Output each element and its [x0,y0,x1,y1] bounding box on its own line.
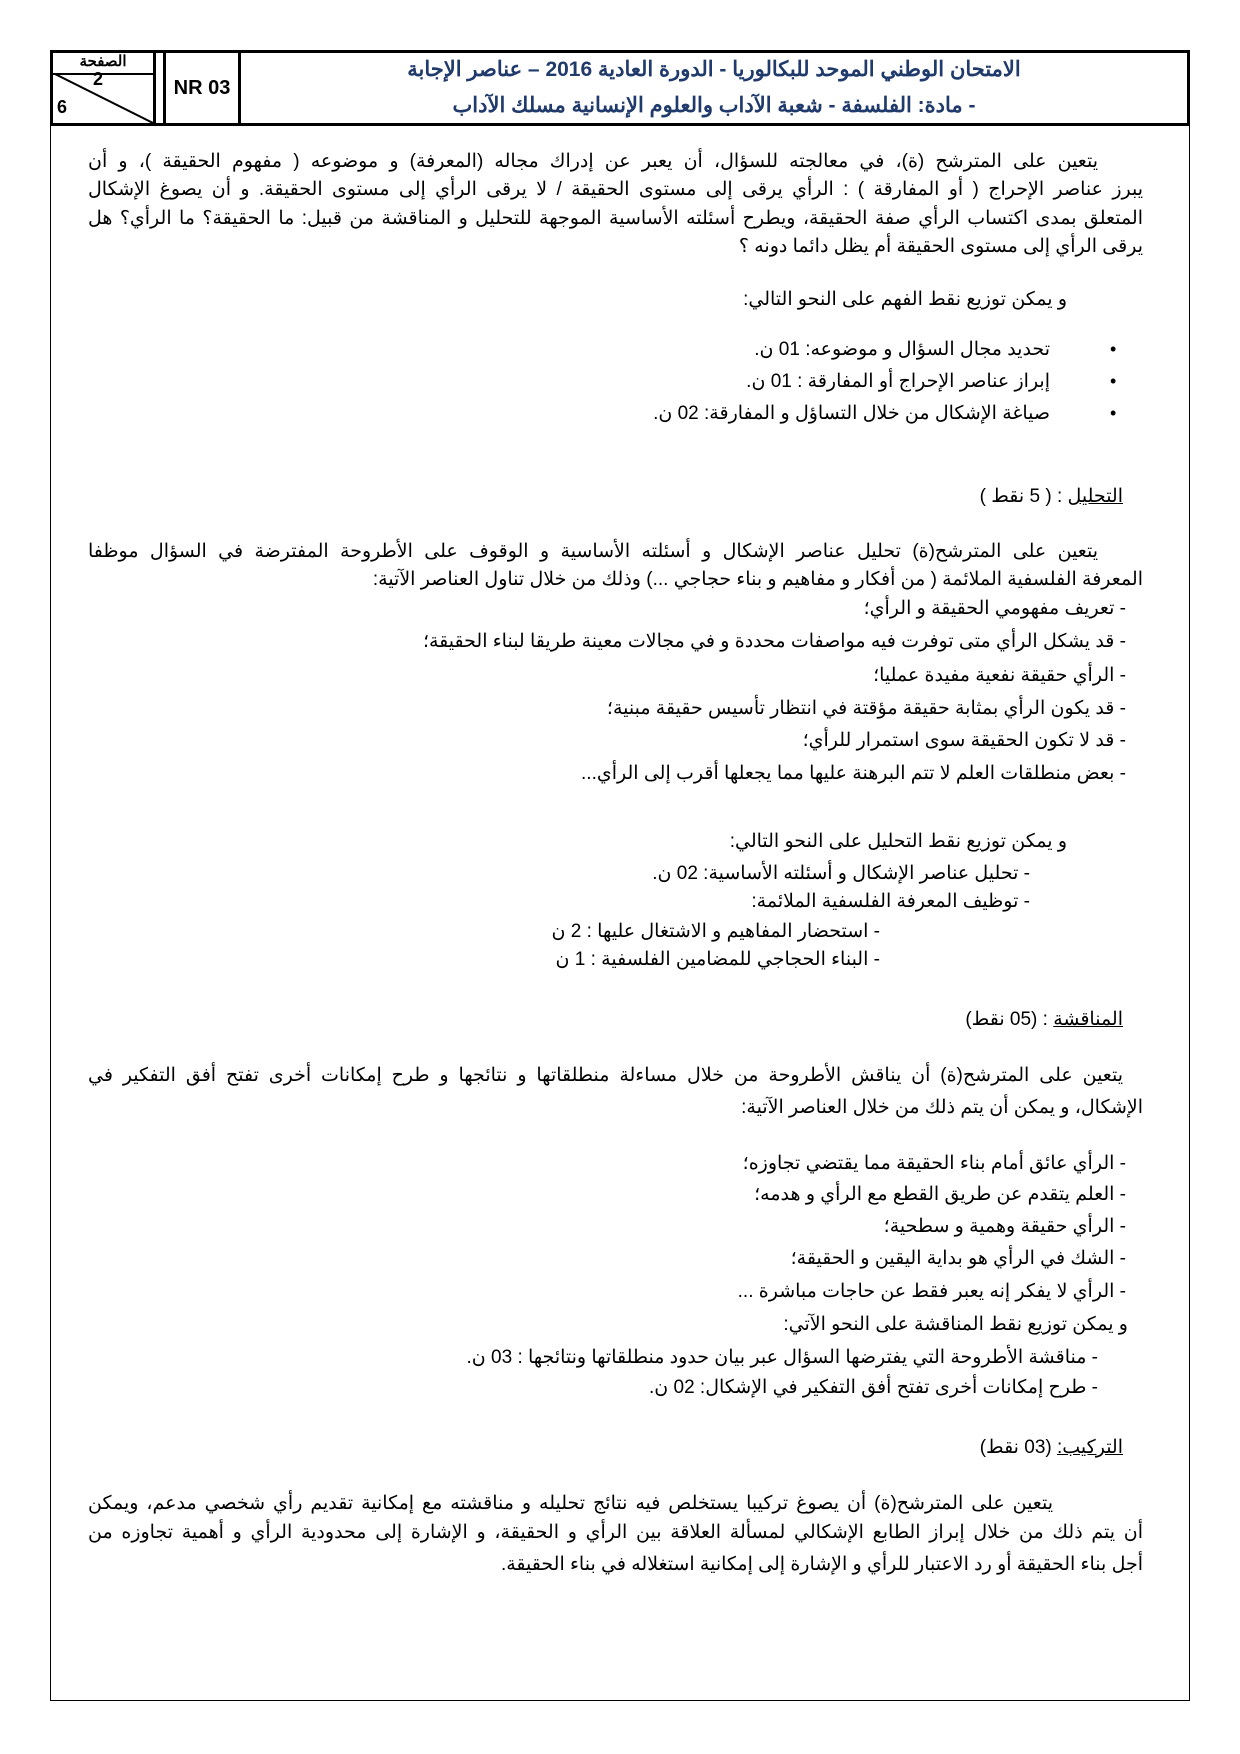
distribution-item: - تحليل عناصر الإشكال و أسئلته الأساسية: 02 ن. [652,863,1030,884]
page-label: الصفحة [53,53,153,75]
paragraph-line: المتعلق بمدى اكتساب الرأي صفة الحقيقة، ويطرح أسئلته الأساسية الموجهة للتحليل و المناقشة من قبيل: ما الحقيقة؟ ما الرأي؟ هل [88,208,1143,229]
paragraph-line: أن يتم ذلك من خلال إبراز الطابع الإشكالي لمسألة العلاقة بين الرأي و الحقيقة، و الإشارة إلى محدودية الرأي و أهمية تجاوزه من [88,1522,1143,1543]
bullet-icon: • [1110,339,1117,359]
page-current: 2 [93,69,104,89]
paragraph-line: المعرفة الفلسفية الملائمة ( من أفكار و مفاهيم و بناء حجاجي ...) وذلك من خلال تناول العناصر الآتية: [372,569,1143,590]
paragraph-line: يتعين على المترشح (ة)، في معالجته للسؤال، أن يعبر عن إدراك مجاله (المعرفة) و موضوعه ( مفهوم الحقيقة )، و أن [88,151,1098,172]
analysis-item: - قد يكون الرأي بمثابة حقيقة مؤقتة في انتظار تأسيس حقيقة مبنية؛ [606,698,1126,719]
section-points: : (05 نقط) [965,1009,1054,1030]
bullet-item: تحديد مجال السؤال و موضوعه: 01 ن. [754,339,1050,360]
bullet-icon: • [1110,403,1117,423]
page-number-box [53,53,156,123]
distribution-intro: و يمكن توزيع نقط التحليل على النحو التالي: [729,831,1067,852]
discussion-item: - الرأي عائق أمام بناء الحقيقة مما يقتضي تجاوزه؛ [742,1153,1126,1174]
paragraph-line: يرقى الرأي إلى مستوى الحقيقة أم يظل دائما دونه ؟ [738,236,1143,257]
section-points: (03 نقط) [979,1437,1057,1458]
section-points: : ( 5 نقط ) [979,486,1068,507]
analysis-item: - قد يشكل الرأي متى توفرت فيه مواصفات محددة و في مجالات معينة طريقا لبناء الحقيقة؛ [422,631,1126,652]
paragraph-line: يتعين على المترشح(ة) أن يصوغ تركيبا يستخلص فيه نتائج تحليله و مناقشته مع إمكانية تقديم رأي شخصي مدعم، ويمكن [88,1493,1053,1514]
paragraph-line: يتعين على المترشح(ة) تحليل عناصر الإشكال و أسئلته الأساسية و الوقوف على الأطروحة المفترضة في السؤال موظفا [88,541,1098,562]
distribution-intro: و يمكن توزيع نقط المناقشة على النحو الآتي: [783,1314,1128,1335]
bullet-item: إبراز عناصر الإحراج أو المفارقة : 01 ن. [746,371,1050,392]
title-line-2: - مادة: الفلسفة - شعبة الآداب والعلوم الإنسانية مسلك الآداب [452,94,976,117]
section-heading: التركيب: [1057,1437,1123,1458]
exam-code: NR 03 [163,53,241,123]
distribution-item: - استحضار المفاهيم و الاشتغال عليها : 2 ن [551,921,880,942]
bullet-item: صياغة الإشكال من خلال التساؤل و المفارقة: 02 ن. [653,403,1050,424]
analysis-item: - الرأي حقيقة نفعية مفيدة عمليا؛ [873,665,1126,686]
paragraph-line: يبرز عناصر الإحراج ( أو المفارقة ) : الرأي يرقى إلى مستوى الحقيقة / لا يرقى الرأي إلى مستوى الحقيقة. و أن يصوغ الإشكال [88,179,1143,200]
analysis-heading [980,485,1123,509]
paragraph-line: يتعين على المترشح(ة) أن يناقش الأطروحة من خلال مساءلة منطلقاتها و نتائجها و طرح إمكانات أخرى تفتح أفق التفكير في [88,1065,1123,1086]
distribution-item: - مناقشة الأطروحة التي يفترضها السؤال عبر بيان حدود منطلقاتها ونتائجها : 03 ن. [466,1347,1098,1368]
discussion-item: - العلم يتقدم عن طريق القطع مع الرأي و هدمه؛ [754,1184,1126,1205]
paragraph-line: أجل بناء الحقيقة أو رد الاعتبار للرأي و الإشارة إلى إمكانية استغلاله في بناء الحقيقة. [500,1554,1143,1575]
discussion-item: - الرأي لا يفكر إنه يعبر فقط عن حاجات مباشرة ... [737,1281,1126,1302]
discussion-item: - الرأي حقيقة وهمية و سطحية؛ [883,1216,1126,1237]
page-total: 6 [57,97,68,117]
analysis-item: - تعريف مفهومي الحقيقة و الرأي؛ [863,598,1126,619]
discussion-heading [965,1008,1123,1032]
discussion-item: - الشك في الرأي هو بداية اليقين و الحقيقة؛ [790,1248,1126,1269]
analysis-item: - قد لا تكون الحقيقة سوى استمرار للرأي؛ [802,730,1126,751]
synthesis-heading [980,1436,1123,1460]
bullet-icon: • [1110,371,1117,391]
section-heading: التحليل [1067,486,1123,507]
exam-header [50,50,1190,126]
section-heading: المناقشة [1053,1009,1123,1030]
distribution-item: - توظيف المعرفة الفلسفية الملائمة: [751,891,1030,912]
exam-title [241,53,1187,123]
distribution-item: - البناء الحجاجي للمضامين الفلسفية : 1 ن [555,949,880,970]
distribution-item: - طرح إمكانات أخرى تفتح أفق التفكير في الإشكال: 02 ن. [649,1377,1098,1398]
title-line-1: الامتحان الوطني الموحد للبكالوريا - الدورة العادية 2016 – عناصر الإجابة [407,58,1021,81]
paragraph-line: الإشكال، و يمكن أن يتم ذلك من خلال العناصر الآتية: [741,1097,1143,1118]
analysis-item: - بعض منطلقات العلم لا تتم البرهنة عليها مما يجعلها أقرب إلى الرأي... [581,763,1126,784]
distribution-intro: و يمكن توزيع نقط الفهم على النحو التالي: [743,289,1067,310]
